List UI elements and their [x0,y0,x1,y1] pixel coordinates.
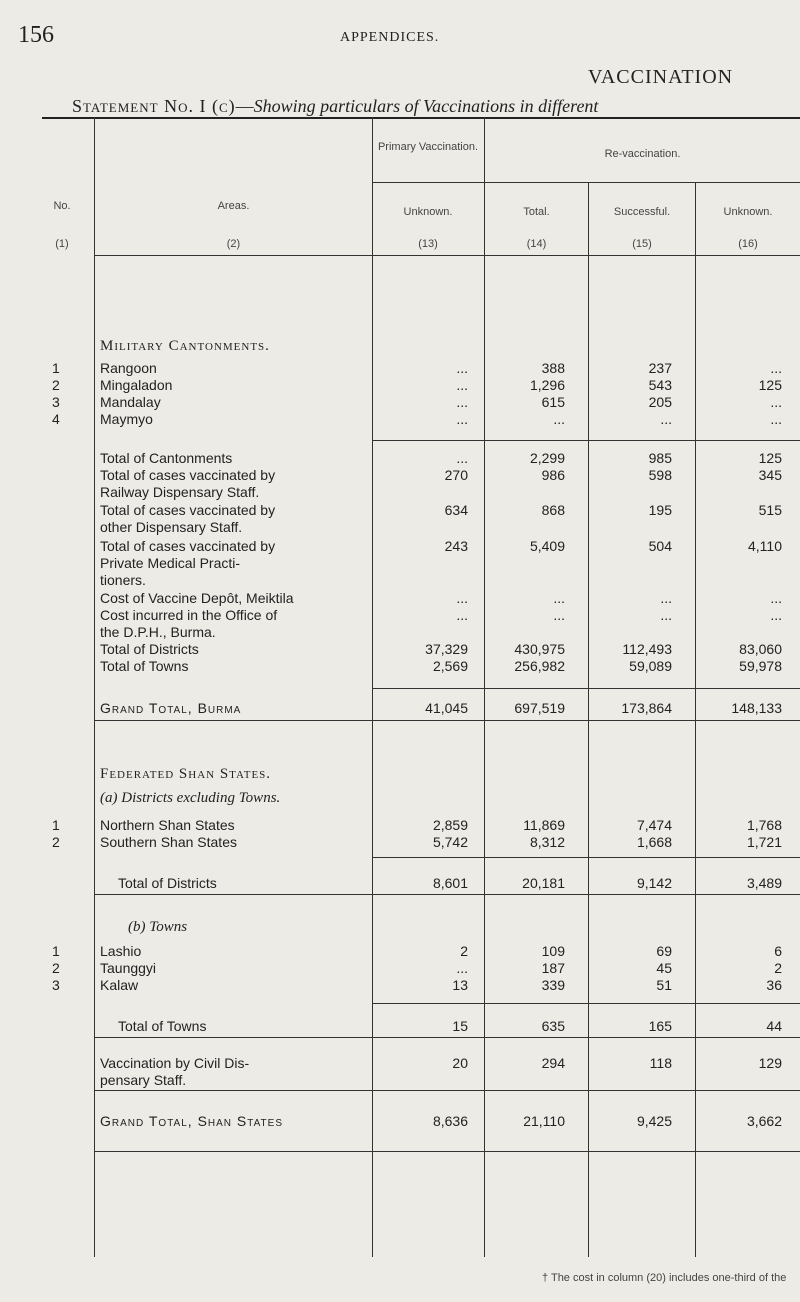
table-cell-15: 112,493 [622,641,672,657]
table-cell-16: 345 [758,467,782,483]
table-cell-13: ... [456,607,468,623]
header-revaccination: Re-vaccination. [604,148,681,160]
table-cell-15: 51 [656,977,672,993]
table-cell-15: 543 [648,377,672,393]
table-cell-16: 3,489 [746,875,782,891]
row-label: Southern Shan States [100,834,237,850]
row-rule [373,440,800,441]
table-cell-16: 6 [774,943,782,959]
row-number: 2 [52,834,60,850]
row-label: Rangoon [100,360,157,376]
row-label: Mingaladon [100,377,173,393]
header-unknown-16: Unknown. [723,206,773,218]
row-label: Total of Cantonments [100,450,233,466]
row-number: 2 [52,960,60,976]
row-label: Total of Districts [118,875,217,891]
table-cell-13: 5,742 [432,834,468,850]
table-cell-14: 187 [541,960,565,976]
table-cell-14: 294 [541,1055,565,1071]
table-cell-13: 8,636 [432,1113,468,1129]
section-military-cantonments: Military Cantonments. [100,338,270,354]
table-cell-16: 515 [758,502,782,518]
header-index-2: (2) [226,238,241,250]
header-no: No. [53,200,71,212]
table-cell-13: 20 [452,1055,468,1071]
row-label: Northern Shan States [100,817,235,833]
table-cell-16: ... [770,394,782,410]
row-number: 1 [52,817,60,833]
primary-subheader-rule [373,182,485,183]
row-number: 2 [52,377,60,393]
table-cell-16: 125 [758,377,782,393]
table-cell-16: ... [770,607,782,623]
row-label-cont: other Dispensary Staff. [100,519,243,535]
header-primary-vaccination: Primary Vaccination. [377,141,479,153]
row-label-cont: Private Medical Practi- [100,555,241,571]
table-cell-14: 388 [541,360,565,376]
row-rule [95,894,800,895]
row-label: Cost of Vaccine Depôt, Meiktila [100,590,294,606]
areas-column-rule [94,117,95,1257]
table-cell-15: 9,425 [636,1113,672,1129]
table-cell-15: ... [660,590,672,606]
table-cell-16: ... [770,411,782,427]
row-number: 3 [52,394,60,410]
table-top-rule [42,117,800,119]
table-cell-13: ... [456,360,468,376]
header-total-14: Total. [523,206,550,218]
row-label: Taunggyi [100,960,157,976]
table-cell-14: 20,181 [522,875,565,891]
table-cell-14: 635 [541,1018,565,1034]
row-label: Total of cases vaccinated by [100,538,276,554]
table-cell-16: 44 [766,1018,782,1034]
table-cell-15: 205 [648,394,672,410]
table-cell-13: 243 [444,538,468,554]
table-cell-14: 697,519 [514,700,565,716]
table-cell-16: 125 [758,450,782,466]
table-cell-13: 13 [452,977,468,993]
table-cell-15: 1,668 [636,834,672,850]
table-cell-13: 634 [444,502,468,518]
section-shan-towns: (b) Towns [128,919,188,935]
table-cell-13: 2,569 [432,658,468,674]
table-cell-15: 7,474 [636,817,672,833]
table-cell-16: 1,721 [746,834,782,850]
row-label: Total of cases vaccinated by [100,467,276,483]
table-cell-13: 2,859 [432,817,468,833]
table-cell-13: 41,045 [425,700,468,716]
table-cell-13: 8,601 [432,875,468,891]
table-cell-16: 1,768 [746,817,782,833]
table-cell-16: 4,110 [748,538,782,554]
table-cell-16: 129 [758,1055,782,1071]
col13-rule [372,117,373,1257]
table-cell-14: 986 [541,467,565,483]
row-label: Grand Total, Shan States [100,1113,283,1129]
row-label: Total of Towns [118,1018,207,1034]
row-rule [95,1037,800,1038]
row-label: Maymyo [100,411,153,427]
table-cell-14: 256,982 [514,658,565,674]
table-cell-15: ... [660,607,672,623]
table-cell-14: 2,299 [529,450,565,466]
table-cell-16: 83,060 [739,641,782,657]
row-label: Total of Districts [100,641,199,657]
row-rule [95,1151,800,1152]
page-number: 156 [18,22,54,48]
col14-rule [484,117,485,1257]
table-cell-15: 69 [656,943,672,959]
table-cell-13: 270 [444,467,468,483]
row-rule [373,688,800,689]
statement-subtitle [72,96,598,117]
section-shan-states: Federated Shan States. [100,766,272,782]
table-cell-14: 1,296 [529,377,565,393]
table-cell-13: 15 [452,1018,468,1034]
row-label: Cost incurred in the Office of [100,607,278,623]
row-label-cont: Railway Dispensary Staff. [100,484,260,500]
table-cell-15: 504 [648,538,672,554]
row-rule [95,720,800,721]
header-index-1: (1) [55,238,69,250]
table-cell-13: ... [456,590,468,606]
table-cell-15: 173,864 [621,700,672,716]
table-cell-14: 430,975 [514,641,565,657]
subtitle-dash: — [235,96,254,116]
table-cell-16: ... [770,360,782,376]
footnote: † The cost in column (20) includes one-third of the [542,1272,787,1284]
row-rule [373,857,800,858]
table-cell-16: 148,133 [731,700,782,716]
table-cell-14: 11,869 [523,817,565,833]
table-cell-14: 8,312 [529,834,565,850]
table-cell-14: ... [553,411,565,427]
row-number: 1 [52,943,60,959]
table-cell-16: ... [770,590,782,606]
row-number: 1 [52,360,60,376]
table-cell-16: 2 [774,960,782,976]
section-title: VACCINATION [588,66,734,88]
table-cell-15: ... [660,411,672,427]
table-cell-14: 21,110 [523,1113,565,1129]
header-index-14: (14) [526,238,547,250]
subtitle-rest: Showing particulars of Vaccinations in different [253,96,599,116]
row-label: Vaccination by Civil Dis- [100,1055,250,1071]
table-cell-15: 45 [656,960,672,976]
header-index-13: (13) [418,238,438,250]
table-cell-14: ... [553,590,565,606]
table-cell-13: 2 [460,943,468,959]
row-label: Grand Total, Burma [100,700,242,716]
table-cell-16: 36 [766,977,782,993]
row-number: 4 [52,411,60,427]
table-cell-14: 5,409 [529,538,565,554]
table-cell-14: 868 [541,502,565,518]
table-cell-14: 339 [541,977,565,993]
subtitle-prefix: Statement No. I (c) [72,96,236,116]
row-label-cont: tioners. [100,572,146,588]
table-cell-13: 37,329 [425,641,468,657]
table-cell-15: 118 [649,1055,672,1071]
revacc-subheader-rule [485,182,800,183]
row-label-cont: the D.P.H., Burma. [100,624,216,640]
table-cell-15: 237 [648,360,672,376]
table-cell-16: 59,978 [739,658,782,674]
table-cell-14: 109 [541,943,565,959]
table-cell-16: 3,662 [746,1113,782,1129]
table-cell-15: 598 [648,467,672,483]
row-label: Total of Towns [100,658,189,674]
table-cell-15: 985 [648,450,672,466]
table-cell-15: 9,142 [636,875,672,891]
running-head: APPENDICES. [340,30,440,45]
table-cell-14: 615 [541,394,565,410]
section-shan-districts: (a) Districts excluding Towns. [100,790,281,806]
table-cell-14: ... [553,607,565,623]
row-rule [95,1090,800,1091]
header-unknown-13: Unknown. [403,206,453,218]
table-cell-15: 165 [648,1018,672,1034]
table-cell-15: 59,089 [629,658,672,674]
row-label: Kalaw [100,977,139,993]
row-label: Mandalay [100,394,161,410]
row-label: Total of cases vaccinated by [100,502,276,518]
table-cell-13: ... [456,377,468,393]
table-cell-13: ... [456,411,468,427]
table-cell-13: ... [456,960,468,976]
row-label-cont: pensary Staff. [100,1072,187,1088]
row-rule [373,1003,800,1004]
row-number: 3 [52,977,60,993]
table-cell-13: ... [456,394,468,410]
row-label: Lashio [100,943,142,959]
table-cell-13: ... [456,450,468,466]
table-cell-15: 195 [648,502,672,518]
header-index-15: (15) [632,238,652,250]
header-index-16: (16) [738,238,758,250]
header-successful-15: Successful. [613,206,671,218]
header-areas: Areas. [217,200,250,212]
